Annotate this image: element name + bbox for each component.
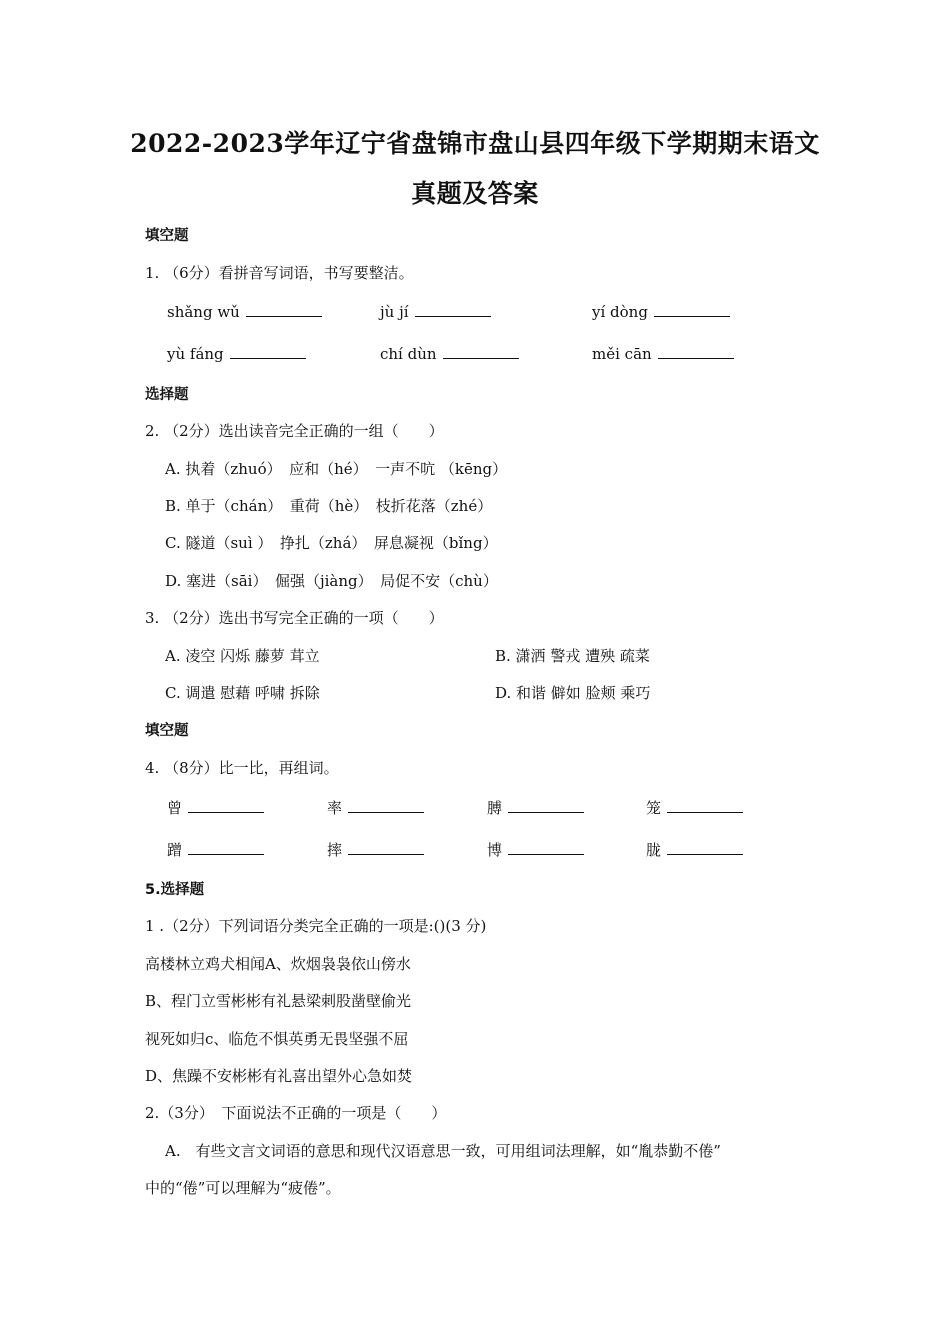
pinyin-item bbox=[167, 302, 322, 321]
answer-blank[interactable] bbox=[188, 798, 264, 813]
question-5-1-stem: 1 .（2分）下列词语分类完全正确的一项是:()(3 分) bbox=[145, 917, 487, 935]
answer-blank[interactable] bbox=[348, 840, 424, 855]
compare-char: 蹭 bbox=[167, 841, 183, 859]
pinyin-text: yí dòng bbox=[592, 303, 648, 321]
pinyin-item bbox=[380, 302, 491, 321]
pinyin-item bbox=[167, 344, 306, 363]
answer-blank[interactable] bbox=[658, 344, 734, 359]
compare-char-item bbox=[327, 839, 424, 860]
pinyin-item bbox=[380, 344, 519, 363]
question-5-2-option-a-continued: 中的“倦”可以理解为“疲倦”。 bbox=[145, 1179, 341, 1197]
compare-char-item bbox=[167, 839, 264, 860]
compare-char-item bbox=[646, 797, 743, 818]
pinyin-text: jù jí bbox=[380, 303, 409, 321]
answer-blank[interactable] bbox=[667, 840, 743, 855]
question-5-1-line: 高楼林立鸡犬相闻A、炊烟袅袅依山傍水 bbox=[145, 955, 411, 973]
question-2-option-a[interactable]: A. 执着（zhuó） 应和（hé） 一声不吭 （kēng） bbox=[165, 460, 508, 478]
question-4-stem: 4. （8分）比一比，再组词。 bbox=[145, 759, 339, 777]
question-2-option-b[interactable]: B. 单于（chán） 重荷（hè） 枝折花落（zhé） bbox=[165, 497, 493, 515]
compare-char: 博 bbox=[487, 841, 503, 859]
compare-char: 膊 bbox=[487, 799, 503, 817]
compare-char-item bbox=[487, 797, 584, 818]
question-3-option-d[interactable]: D. 和谐 僻如 脸颊 乘巧 bbox=[495, 684, 651, 702]
compare-char-item bbox=[487, 839, 584, 860]
section-heading-fill-blank: 填空题 bbox=[145, 723, 189, 739]
answer-blank[interactable] bbox=[667, 798, 743, 813]
compare-char: 胧 bbox=[646, 841, 662, 859]
section-heading-choice: 选择题 bbox=[145, 387, 189, 403]
answer-blank[interactable] bbox=[246, 302, 322, 317]
compare-char: 曾 bbox=[167, 799, 183, 817]
answer-blank[interactable] bbox=[415, 302, 491, 317]
question-5-1-line: D、焦躁不安彬彬有礼喜出望外心急如焚 bbox=[145, 1067, 413, 1085]
compare-char-item bbox=[327, 797, 424, 818]
pinyin-text: měi cān bbox=[592, 345, 652, 363]
question-3-stem: 3. （2分）选出书写完全正确的一项（ ） bbox=[145, 609, 444, 627]
answer-blank[interactable] bbox=[508, 798, 584, 813]
compare-char: 率 bbox=[327, 799, 343, 817]
compare-char-item bbox=[646, 839, 743, 860]
question-2-option-c[interactable]: C. 隧道（suì ） 挣扎（zhá） 屏息凝视（bǐng） bbox=[165, 534, 498, 552]
question-3-option-b[interactable]: B. 潇洒 警戎 遭殃 疏菜 bbox=[495, 647, 650, 665]
answer-blank[interactable] bbox=[654, 302, 730, 317]
document-title-line-1: 2022-2023学年辽宁省盘锦市盘山县四年级下学期期末语文 bbox=[130, 129, 820, 158]
pinyin-item bbox=[592, 344, 734, 363]
pinyin-text: yù fáng bbox=[167, 345, 224, 363]
section-heading-fill-blank: 填空题 bbox=[145, 228, 189, 244]
question-5-1-line: B、程门立雪彬彬有礼悬梁刺股凿壁偷光 bbox=[145, 992, 412, 1010]
pinyin-text: chí dùn bbox=[380, 345, 437, 363]
document-title-line-2: 真题及答案 bbox=[411, 179, 539, 208]
answer-blank[interactable] bbox=[508, 840, 584, 855]
answer-blank[interactable] bbox=[188, 840, 264, 855]
compare-char: 摔 bbox=[327, 841, 343, 859]
question-2-option-d[interactable]: D. 塞进（sāi） 倔强（jiàng） 局促不安（chù） bbox=[165, 572, 498, 590]
question-2-stem: 2. （2分）选出读音完全正确的一组（ ） bbox=[145, 422, 444, 440]
question-3-option-a[interactable]: A. 凌空 闪烁 藤萝 茸立 bbox=[165, 647, 320, 665]
section-heading-choice-5: 5.选择题 bbox=[145, 882, 205, 898]
question-3-option-c[interactable]: C. 调遣 慰藉 呼啸 拆除 bbox=[165, 684, 320, 702]
answer-blank[interactable] bbox=[443, 344, 519, 359]
pinyin-item bbox=[592, 302, 730, 321]
question-5-1-line: 视死如归c、临危不惧英勇无畏坚强不屈 bbox=[145, 1030, 409, 1048]
compare-char-item bbox=[167, 797, 264, 818]
compare-char: 笼 bbox=[646, 799, 662, 817]
question-5-2-stem: 2.（3分） 下面说法不正确的一项是（ ） bbox=[145, 1104, 447, 1122]
pinyin-text: shǎng wǔ bbox=[167, 303, 240, 321]
question-1-stem: 1. （6分）看拼音写词语，书写要整洁。 bbox=[145, 264, 414, 282]
answer-blank[interactable] bbox=[348, 798, 424, 813]
question-5-2-option-a[interactable]: A. 有些文言文词语的意思和现代汉语意思一致，可用组词法理解，如“胤恭勤不倦” bbox=[165, 1142, 721, 1160]
answer-blank[interactable] bbox=[230, 344, 306, 359]
